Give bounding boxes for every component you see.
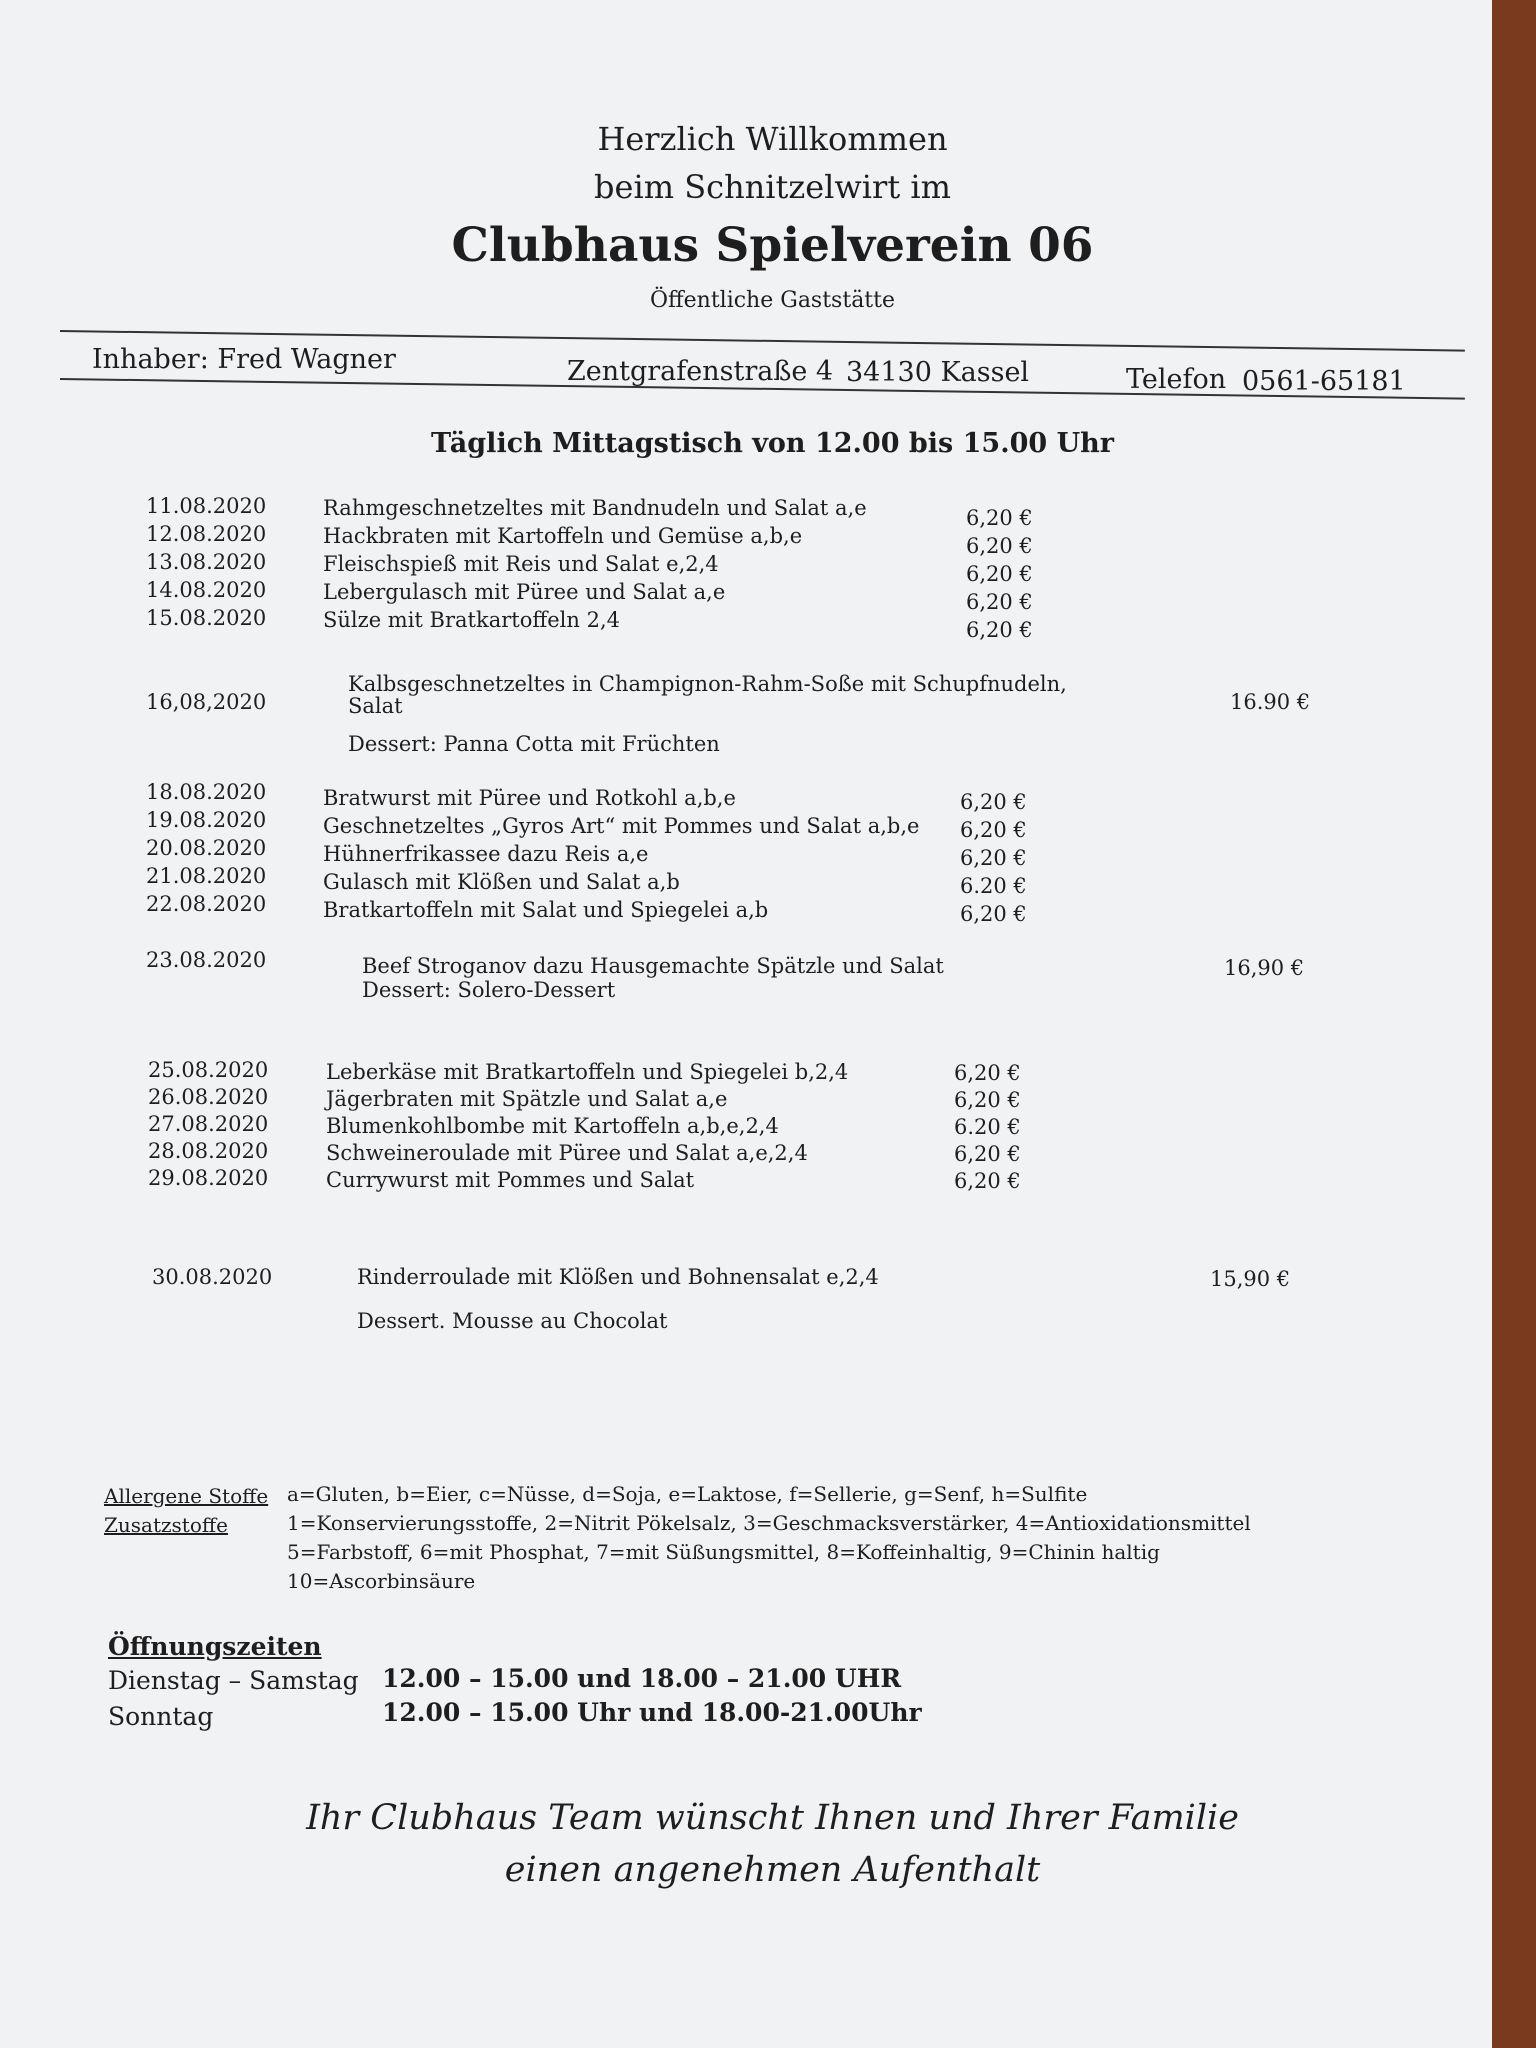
restaurant-subtitle: Öffentliche Gaststätte — [649, 288, 896, 313]
special-date: 23.08.2020 — [146, 948, 267, 972]
special-dish-line-2: Salat — [348, 694, 403, 718]
lunch-heading: Täglich Mittagstisch von 12.00 bis 15.00 Uhr — [430, 428, 1114, 459]
special-date: 30.08.2020 — [152, 1265, 273, 1289]
hours-heading: Öffnungszeiten — [108, 1632, 322, 1661]
closing-line-2: einen angenehmen Aufenthalt — [504, 1850, 1041, 1890]
special-dessert: Dessert. Mousse au Chocolat — [357, 1309, 668, 1333]
menu-date: 14.08.2020 — [146, 578, 267, 602]
menu-dish: Gulasch mit Klößen und Salat a,b — [323, 870, 680, 894]
menu-date: 27.08.2020 — [148, 1112, 269, 1136]
menu-price: 6,20 € — [960, 846, 1027, 870]
menu-dish: Leberkäse mit Bratkartoffeln und Spiegelei b,2,4 — [326, 1060, 849, 1084]
city: 34130 Kassel — [846, 357, 1030, 388]
additive-label: Zusatzstoffe — [104, 1513, 228, 1537]
additive-line-3: 10=Ascorbinsäure — [287, 1569, 476, 1593]
menu-price: 6,20 € — [960, 902, 1027, 926]
owner: Inhaber: Fred Wagner — [92, 344, 396, 375]
additive-line-1: 1=Konservierungsstoffe, 2=Nitrit Pökelsalz, 3=Geschmacksverstärker, 4=Antioxidationsmittel — [287, 1511, 1251, 1535]
additive-line-2: 5=Farbstoff, 6=mit Phosphat, 7=mit Süßungsmittel, 8=Koffeinhaltig, 9=Chinin haltig — [287, 1540, 1160, 1564]
menu-price: 6,20 € — [954, 1061, 1021, 1085]
allergen-label: Allergene Stoffe — [104, 1484, 269, 1508]
phone-label: Telefon — [1126, 364, 1227, 395]
menu-dish: Jägerbraten mit Spätzle und Salat a,e — [326, 1087, 728, 1111]
menu-price: 6,20 € — [966, 618, 1033, 642]
menu-date: 25.08.2020 — [148, 1058, 269, 1082]
menu-dish: Hühnerfrikassee dazu Reis a,e — [323, 842, 649, 866]
menu-dish: Fleischspieß mit Reis und Salat e,2,4 — [323, 552, 719, 576]
special-price: 16,90 € — [1224, 956, 1305, 980]
special-dish-line-1: Kalbsgeschnetzeltes in Champignon-Rahm-Soße mit Schupfnudeln, — [348, 672, 1067, 696]
menu-price: 6,20 € — [960, 790, 1027, 814]
hours-weekday-value: 12.00 – 15.00 und 18.00 – 21.00 UHR — [382, 1664, 902, 1693]
street: Zentgrafenstraße 4 — [567, 356, 834, 387]
menu-row — [0, 808, 1400, 842]
special-dish: Rinderroulade mit Klößen und Bohnensalat e,2,4 — [357, 1265, 879, 1289]
menu-dish: Bratwurst mit Püree und Rotkohl a,b,e — [323, 786, 736, 810]
menu-row — [0, 836, 1400, 870]
menu-dish: Hackbraten mit Kartoffeln und Gemüse a,b,e — [323, 524, 803, 548]
menu-dish: Bratkartoffeln mit Salat und Spiegelei a,b — [323, 898, 769, 922]
welcome-line-1: Herzlich Willkommen — [597, 120, 948, 158]
special-dessert: Dessert: Panna Cotta mit Früchten — [348, 732, 720, 756]
allergen-text: a=Gluten, b=Eier, c=Nüsse, d=Soja, e=Laktose, f=Sellerie, g=Senf, h=Sulfite — [287, 1482, 1088, 1506]
phone-number: 0561-65181 — [1242, 366, 1406, 397]
closing-line-1: Ihr Clubhaus Team wünscht Ihnen und Ihrer Familie — [306, 1798, 1239, 1838]
menu-date: 15.08.2020 — [146, 606, 267, 630]
menu-dish: Lebergulasch mit Püree und Salat a,e — [323, 580, 726, 604]
menu-price: 6,20 € — [966, 534, 1033, 558]
menu-price: 6,20 € — [954, 1088, 1021, 1112]
special-price: 15,90 € — [1210, 1267, 1291, 1291]
menu-price: 6,20 € — [954, 1142, 1021, 1166]
menu-dish: Schweineroulade mit Püree und Salat a,e,2,4 — [326, 1141, 808, 1165]
menu-row — [0, 780, 1400, 814]
special-dessert: Dessert: Solero-Dessert — [362, 978, 616, 1002]
special-date: 16,08,2020 — [146, 690, 267, 714]
menu-row — [0, 606, 1400, 642]
hours-sunday-label: Sonntag — [108, 1702, 214, 1731]
menu-date: 29.08.2020 — [148, 1166, 269, 1190]
menu-price: 6.20 € — [960, 874, 1027, 898]
menu-price: 6,20 € — [954, 1169, 1021, 1193]
restaurant-title: Clubhaus Spielverein 06 — [451, 218, 1094, 273]
menu-date: 20.08.2020 — [146, 836, 267, 860]
menu-dish: Sülze mit Bratkartoffeln 2,4 — [323, 608, 620, 632]
menu-price: 6,20 € — [966, 562, 1033, 586]
menu-date: 26.08.2020 — [148, 1085, 269, 1109]
menu-dish: Geschnetzeltes „Gyros Art“ mit Pommes und Salat a,b,e — [323, 814, 920, 838]
hours-sunday-value: 12.00 – 15.00 Uhr und 18.00-21.00Uhr — [382, 1698, 922, 1727]
menu-date: 18.08.2020 — [146, 780, 267, 804]
welcome-line-2: beim Schnitzelwirt im — [594, 168, 951, 206]
special-dish: Beef Stroganov dazu Hausgemachte Spätzle und Salat — [362, 954, 944, 978]
menu-row — [0, 864, 1400, 898]
menu-row — [0, 892, 1400, 926]
menu-row — [0, 1085, 1400, 1112]
menu-dish: Blumenkohlbombe mit Kartoffeln a,b,e,2,4 — [326, 1114, 779, 1138]
menu-dish: Currywurst mit Pommes und Salat — [326, 1168, 695, 1192]
menu-date: 12.08.2020 — [146, 522, 267, 546]
menu-date: 13.08.2020 — [146, 550, 267, 574]
menu-price: 6,20 € — [960, 818, 1027, 842]
menu-row — [0, 494, 1400, 530]
menu-row — [0, 522, 1400, 558]
menu-date: 21.08.2020 — [146, 864, 267, 888]
menu-price: 6,20 € — [966, 506, 1033, 530]
menu-date: 22.08.2020 — [146, 892, 267, 916]
menu-date: 28.08.2020 — [148, 1139, 269, 1163]
menu-dish: Rahmgeschnetzeltes mit Bandnudeln und Salat a,e — [323, 496, 867, 520]
menu-price: 6,20 € — [966, 590, 1033, 614]
menu-row — [0, 1058, 1400, 1085]
menu-row — [0, 1166, 1400, 1193]
special-price: 16.90 € — [1230, 690, 1311, 714]
menu-row — [0, 1112, 1400, 1139]
menu-row — [0, 1139, 1400, 1166]
menu-price: 6.20 € — [954, 1115, 1021, 1139]
menu-row — [0, 550, 1400, 586]
menu-row — [0, 578, 1400, 614]
menu-date: 19.08.2020 — [146, 808, 267, 832]
menu-date: 11.08.2020 — [146, 494, 267, 518]
hours-weekday-label: Dienstag – Samstag — [108, 1666, 359, 1695]
